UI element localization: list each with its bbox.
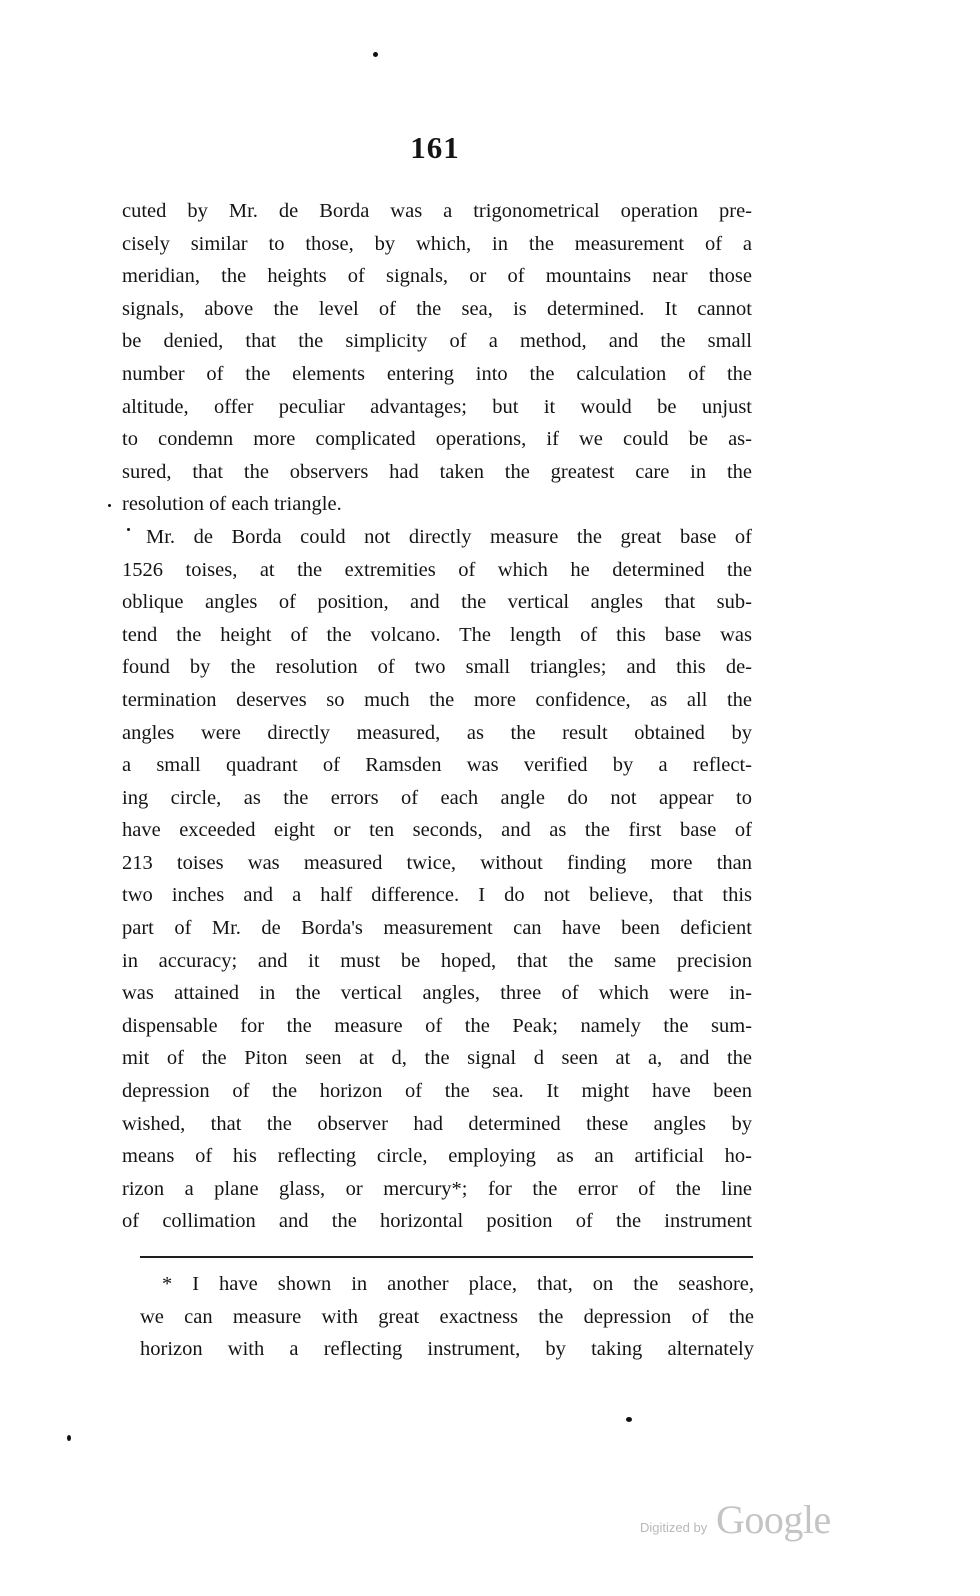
- text-line: depression of the horizon of the sea. It might have been: [122, 1080, 752, 1103]
- text-line: cuted by Mr. de Borda was a trigonometrical operation pre-: [122, 200, 752, 222]
- text-line: of collimation and the horizontal position of the instrument: [122, 1210, 752, 1233]
- text-line: 1526 toises, at the extremities of which he determined the: [122, 558, 752, 581]
- text-line: two inches and a half difference. I do not believe, that this: [122, 884, 752, 907]
- scan-speck: [626, 1417, 632, 1422]
- footnote-line: we can measure with great exactness the depression of the: [140, 1305, 754, 1328]
- text-line: to condemn more complicated operations, if we could be as-: [122, 428, 752, 451]
- google-logo: Google: [716, 1497, 831, 1542]
- text-line: sured, that the observers had taken the greatest care in the: [122, 460, 752, 483]
- text-line: termination deserves so much the more confidence, as all the: [122, 688, 752, 711]
- digitized-by-google-watermark: [640, 1496, 840, 1548]
- text-line: have exceeded eight or ten seconds, and as the first base of: [122, 819, 752, 842]
- text-line: ing circle, as the errors of each angle do not appear to: [122, 786, 752, 809]
- paragraph-start-line: Mr. de Borda could not directly measure the great base of: [146, 525, 752, 548]
- text-line: angles were directly measured, as the result obtained by: [122, 721, 752, 744]
- footnote-line: * I have shown in another place, that, on the seashore,: [162, 1273, 754, 1295]
- scan-speck: [127, 528, 130, 531]
- text-line: cisely similar to those, by which, in the measurement of a: [122, 232, 752, 255]
- footnote-divider: [140, 1256, 753, 1258]
- paragraph-end-line: resolution of each triangle.: [122, 493, 342, 516]
- text-line: found by the resolution of two small triangles; and this de-: [122, 656, 752, 679]
- text-line: means of his reflecting circle, employing as an artificial ho-: [122, 1145, 752, 1168]
- text-line: be denied, that the simplicity of a method, and the small: [122, 330, 752, 353]
- text-line: oblique angles of position, and the vertical angles that sub-: [122, 591, 752, 614]
- scan-speck: [67, 1435, 71, 1441]
- text-line: a small quadrant of Ramsden was verified by a reflect-: [122, 754, 752, 777]
- text-line: signals, above the level of the sea, is determined. It cannot: [122, 297, 752, 320]
- text-line: dispensable for the measure of the Peak; namely the sum-: [122, 1014, 752, 1037]
- text-line: part of Mr. de Borda's measurement can have been deficient: [122, 917, 752, 940]
- page-number: 161: [410, 130, 460, 165]
- text-line: rizon a plane glass, or mercury*; for the error of the line: [122, 1177, 752, 1200]
- text-line: 213 toises was measured twice, without finding more than: [122, 851, 752, 874]
- watermark-prefix: Digitized by: [640, 1520, 708, 1535]
- text-line: altitude, offer peculiar advantages; but it would be unjust: [122, 395, 752, 418]
- body-text: [122, 195, 752, 1238]
- text-line: mit of the Piton seen at d, the signal d seen at a, and the: [122, 1047, 752, 1070]
- scan-speck: [108, 504, 111, 507]
- text-line: number of the elements entering into the calculation of the: [122, 362, 752, 385]
- footnote: [140, 1268, 754, 1366]
- footnote-line: horizon with a reflecting instrument, by taking alternately: [140, 1338, 754, 1361]
- text-line: in accuracy; and it must be hoped, that the same precision: [122, 949, 752, 972]
- text-line: wished, that the observer had determined these angles by: [122, 1112, 752, 1135]
- text-line: was attained in the vertical angles, three of which were in-: [122, 982, 752, 1005]
- text-line: tend the height of the volcano. The length of this base was: [122, 623, 752, 646]
- scan-speck: [373, 52, 378, 57]
- text-line: meridian, the heights of signals, or of mountains near those: [122, 265, 752, 288]
